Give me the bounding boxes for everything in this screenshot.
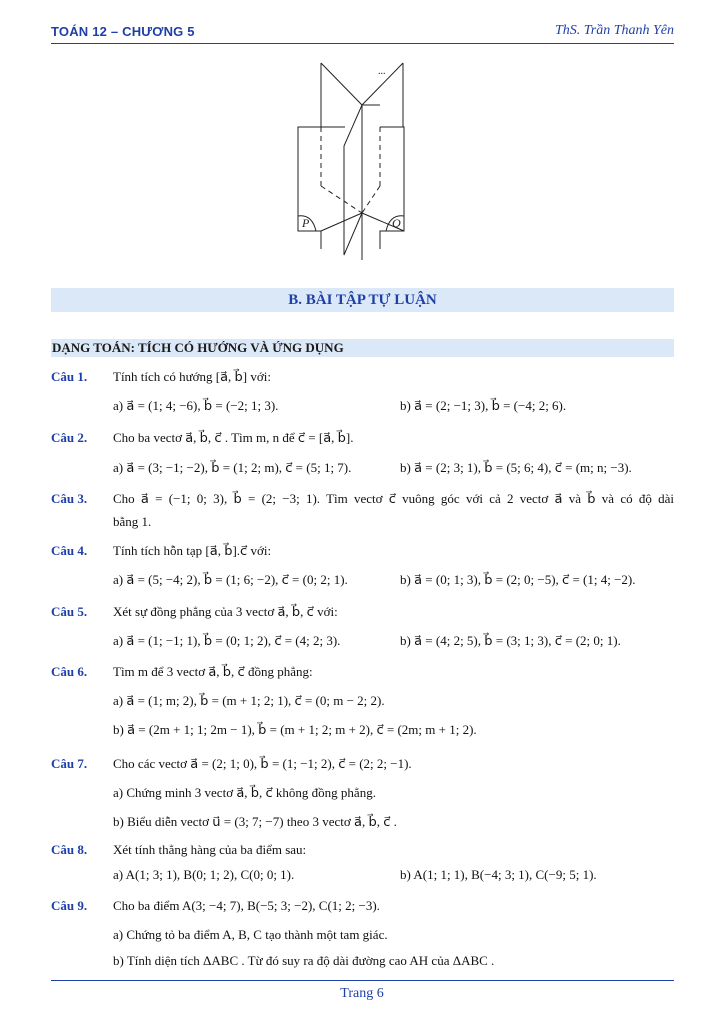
question-text: Cho ba vectơ a⃗, b⃗, c⃗ . Tìm m, n để c⃗ = [a⃗, b⃗].	[113, 430, 354, 445]
question-text: Xét sự đồng phẳng của 3 vectơ a⃗, b⃗, c⃗ với:	[113, 604, 338, 619]
question-label: Câu 7.	[51, 756, 88, 771]
plane-q-bottom-hidden	[362, 186, 380, 213]
question-part-b: b) a⃗ = (2; −1; 3), b⃗ = (−4; 2; 6).	[400, 398, 567, 413]
question-text: Cho các vectơ a⃗ = (2; 1; 0), b⃗ = (1; −1; 2), c⃗ = (2; 2; −1).	[113, 756, 412, 771]
question-part-b: b) a⃗ = (4; 2; 5), b⃗ = (3; 1; 3), c⃗ = (2; 0; 1).	[400, 633, 621, 648]
question-text: Cho a⃗ = (−1; 0; 3), b⃗ = (2; −3; 1). Tìm vectơ c⃗ vuông góc với cả 2 vectơ a⃗ và b⃗ và có độ dài	[113, 491, 674, 506]
label-q: Q	[392, 216, 401, 230]
middle-plane	[344, 105, 362, 255]
question-part-a: a) a⃗ = (5; −4; 2), b⃗ = (1; 6; −2), c⃗ = (0; 2; 1).	[113, 572, 348, 587]
question-part-a: a) a⃗ = (1; −1; 1), b⃗ = (0; 1; 2), c⃗ = (4; 2; 3).	[113, 633, 341, 648]
question-text-continued: bằng 1.	[113, 514, 152, 529]
section-bar	[51, 288, 674, 312]
footer-rule	[51, 980, 674, 981]
label-p: P	[302, 216, 310, 230]
question-label: Câu 3.	[51, 491, 88, 506]
question-label: Câu 2.	[51, 430, 88, 445]
question-part-b: b) a⃗ = (2; 3; 1), b⃗ = (5; 6; 4), c⃗ = (m; n; −3).	[400, 460, 632, 475]
question-part-b: b) Biểu diễn vectơ u⃗ = (3; 7; −7) theo 3 vectơ a⃗, b⃗, c⃗ .	[113, 814, 397, 829]
question-label: Câu 9.	[51, 898, 88, 913]
question-part-a: a) a⃗ = (3; −1; −2), b⃗ = (1; 2; m), c⃗ = (5; 1; 7).	[113, 460, 352, 475]
figure-dots: ...	[378, 66, 386, 77]
question-part-a: a) A(1; 3; 1), B(0; 1; 2), C(0; 0; 1).	[113, 867, 295, 882]
plane-p-bottom-hidden	[321, 186, 362, 213]
page-header	[51, 22, 674, 44]
question-text: Tính tích có hướng [a⃗, b⃗] với:	[113, 369, 271, 384]
question-part-a: a) Chứng tỏ ba điểm A, B, C tạo thành một tam giác.	[113, 927, 388, 942]
question-label: Câu 8.	[51, 842, 88, 857]
topic-title: DẠNG TOÁN: TÍCH CÓ HƯỚNG VÀ ỨNG DỤNG	[52, 340, 344, 355]
question-part-b: b) a⃗ = (0; 1; 3), b⃗ = (2; 0; −5), c⃗ = (1; 4; −2).	[400, 572, 636, 587]
section-title: B. BÀI TẬP TỰ LUẬN	[288, 292, 437, 308]
question-part-a: a) a⃗ = (1; 4; −6), b⃗ = (−2; 1; 3).	[113, 398, 279, 413]
topic-bar	[51, 339, 674, 357]
question-text: Xét tính thẳng hàng của ba điểm sau:	[113, 842, 307, 857]
question-label: Câu 5.	[51, 604, 88, 619]
page-number: Trang 6	[340, 986, 384, 1001]
question-part-a: a) a⃗ = (1; m; 2), b⃗ = (m + 1; 2; 1), c⃗ = (0; m − 2; 2).	[113, 693, 385, 708]
chapter-title: TOÁN 12 – CHƯƠNG 5	[51, 24, 195, 39]
question-part-b: b) Tính diện tích ΔABC . Từ đó suy ra độ dài đường cao AH của ΔABC .	[113, 953, 495, 968]
planes-figure	[292, 56, 416, 260]
question-text: Tìm m để 3 vectơ a⃗, b⃗, c⃗ đồng phẳng:	[113, 664, 313, 679]
question-part-b: b) a⃗ = (2m + 1; 1; 2m − 1), b⃗ = (m + 1; 2; m + 2), c⃗ = (2m; m + 1; 2).	[113, 722, 477, 737]
question-label: Câu 1.	[51, 369, 88, 384]
author-name: ThS. Trần Thanh Yên	[554, 23, 674, 38]
plane-p-top-diagonal	[321, 63, 362, 105]
question-text: Tính tích hỗn tạp [a⃗, b⃗].c⃗ với:	[113, 543, 272, 558]
question-label: Câu 4.	[51, 543, 88, 558]
question-text: Cho ba điểm A(3; −4; 7), B(−5; 3; −2), C(1; 2; −3).	[113, 898, 380, 913]
question-label: Câu 6.	[51, 664, 88, 679]
question-part-a: a) Chứng minh 3 vectơ a⃗, b⃗, c⃗ không đồng phẳng.	[113, 785, 376, 800]
question-part-b: b) A(1; 1; 1), B(−4; 3; 1), C(−9; 5; 1).	[400, 867, 597, 882]
